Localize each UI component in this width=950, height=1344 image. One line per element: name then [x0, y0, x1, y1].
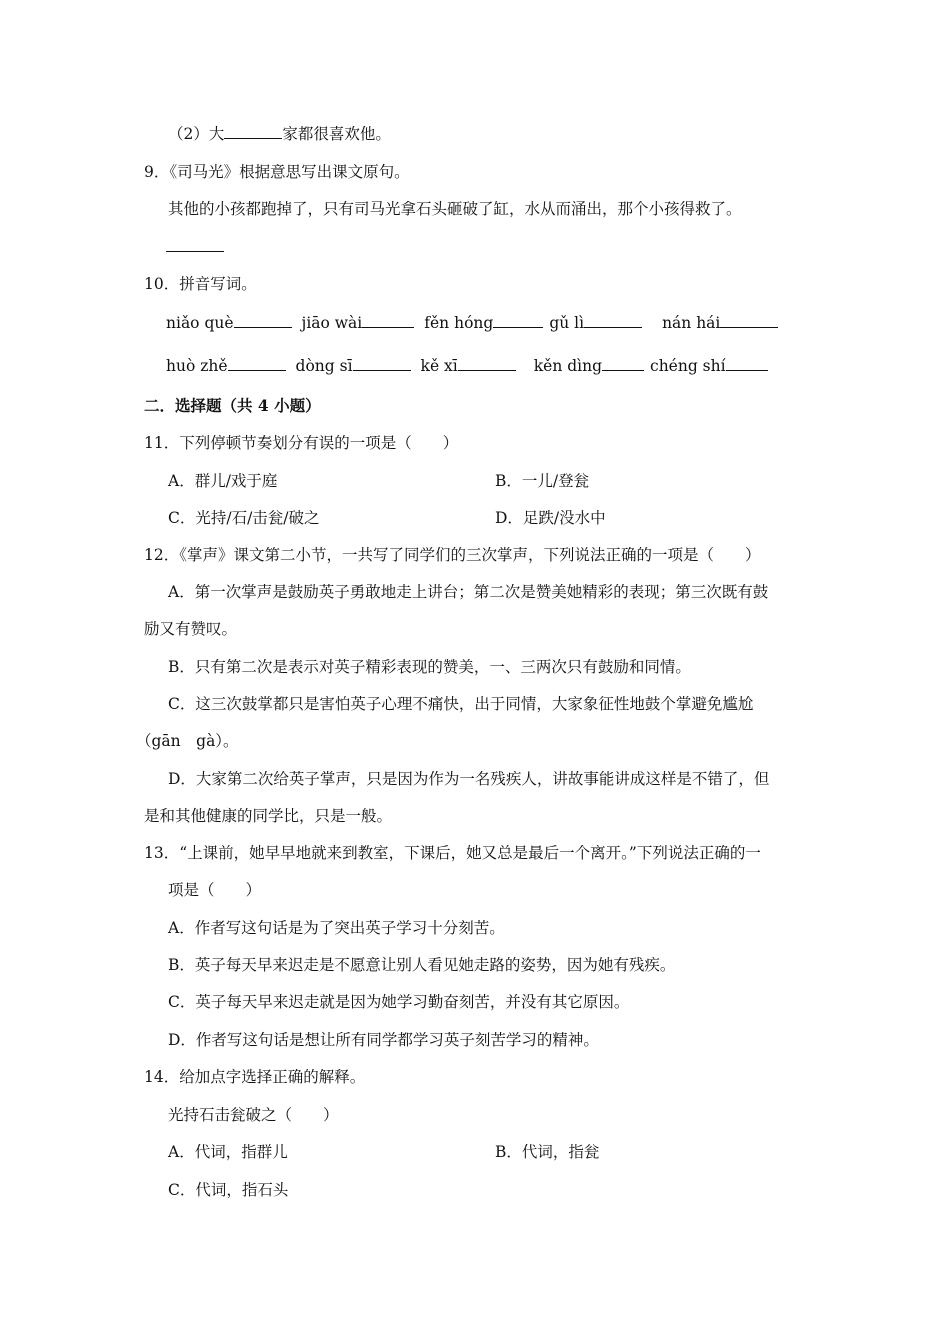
q12-option-a-cont: 励又有赞叹。 — [144, 620, 238, 638]
q11-option-a[interactable]: A．群儿/戏于庭 — [168, 472, 278, 490]
q13-option-a[interactable]: A．作者写这句话是为了突出英子学习十分刻苦。 — [168, 919, 505, 937]
q14-stem: 14．给加点字选择正确的解释。 — [144, 1068, 366, 1086]
q9-answer-line[interactable] — [166, 237, 224, 257]
q12-option-a[interactable]: A．第一次掌声是鼓励英子勇敢地走上讲台；第二次是赞美她精彩的表现；第三次既有鼓 — [168, 583, 769, 601]
q9-title: 9．《司马光》根据意思写出课文原句。 — [144, 163, 410, 181]
pinyin-blank[interactable] — [584, 313, 642, 328]
pinyin-blank[interactable] — [602, 356, 644, 371]
q13-option-d[interactable]: D．作者写这句话是想让所有同学都学习英子刻苦学习的精神。 — [168, 1031, 599, 1049]
pinyin-blank[interactable] — [726, 356, 768, 371]
q11-option-b[interactable]: B．一儿/登瓮 — [495, 472, 590, 490]
pinyin-item: fěn hóng — [424, 314, 494, 332]
q14-option-b[interactable]: B．代词，指瓮 — [495, 1143, 600, 1161]
q12-option-d-cont: 是和其他健康的同学比，只是一般。 — [144, 807, 393, 825]
q14-option-a[interactable]: A．代词，指群儿 — [168, 1143, 288, 1161]
q11-option-c[interactable]: C．光持/石/击瓮/破之 — [168, 509, 320, 527]
q11-stem: 11．下列停顿节奏划分有误的一项是（ ） — [144, 434, 459, 452]
pinyin-item: huò zhě — [166, 357, 228, 375]
section2-title: 二．选择题（共 4 小题） — [144, 396, 321, 415]
q12-option-c-cont: （gān gà）。 — [136, 732, 239, 750]
pinyin-item: kě xī — [420, 357, 458, 375]
q9-text: 其他的小孩都跑掉了，只有司马光拿石头砸破了缸，水从而涌出，那个小孩得救了。 — [168, 200, 742, 218]
pinyin-blank[interactable] — [228, 356, 286, 371]
q10-title: 10．拼音写词。 — [144, 275, 257, 293]
q8-item2 — [168, 124, 391, 144]
q13-option-c[interactable]: C．英子每天早来迟走就是因为她学习勤奋刻苦，并没有其它原因。 — [168, 993, 630, 1011]
pinyin-blank[interactable] — [493, 313, 543, 328]
q13-option-b[interactable]: B．英子每天早来迟走是不愿意让别人看见她走路的姿势，因为她有残疾。 — [168, 956, 676, 974]
q8-item2-suffix: 家都很喜欢他。 — [282, 125, 391, 143]
q12-option-c[interactable]: C．这三次鼓掌都只是害怕英子心理不痛快，出于同情，大家象征性地鼓个掌避免尴尬 — [168, 695, 754, 713]
pinyin-blank[interactable] — [234, 313, 292, 328]
q8-item2-blank[interactable] — [224, 124, 282, 139]
q14-option-c[interactable]: C．代词，指石头 — [168, 1181, 289, 1199]
q10-row1 — [166, 313, 778, 333]
pinyin-blank[interactable] — [362, 313, 414, 328]
pinyin-item: nán hái — [662, 314, 721, 332]
pinyin-item: gǔ lì — [549, 314, 585, 332]
q12-option-d[interactable]: D．大家第二次给英子掌声，只是因为作为一名残疾人，讲故事能讲成这样是不错了，但 — [168, 770, 770, 788]
pinyin-blank[interactable] — [720, 313, 778, 328]
q11-option-d[interactable]: D．足跌/没水中 — [495, 509, 606, 527]
q10-row2 — [166, 356, 768, 376]
pinyin-item: dòng sī — [295, 357, 353, 375]
q13-stem-cont: 项是（ ） — [168, 881, 262, 899]
pinyin-blank[interactable] — [353, 356, 411, 371]
q12-option-b[interactable]: B．只有第二次是表示对英子精彩表现的赞美，一、三两次只有鼓励和同情。 — [168, 658, 691, 676]
pinyin-blank[interactable] — [458, 356, 516, 371]
pinyin-item: chéng shí — [650, 357, 726, 375]
q12-stem: 12．《掌声》课文第二小节，一共写了同学们的三次掌声，下列说法正确的一项是（ ） — [144, 546, 761, 564]
q14-sub: 光持石击瓮破之（ ） — [168, 1106, 339, 1124]
q13-stem: 13．“上课前，她早早地就来到教室，下课后，她又总是最后一个离开。”下列说法正确的一 — [144, 844, 761, 862]
pinyin-item: jiāo wài — [301, 314, 363, 332]
pinyin-item: kěn dìng — [533, 357, 603, 375]
pinyin-item: niǎo què — [166, 314, 234, 332]
q8-item2-prefix: （2）大 — [168, 125, 225, 143]
